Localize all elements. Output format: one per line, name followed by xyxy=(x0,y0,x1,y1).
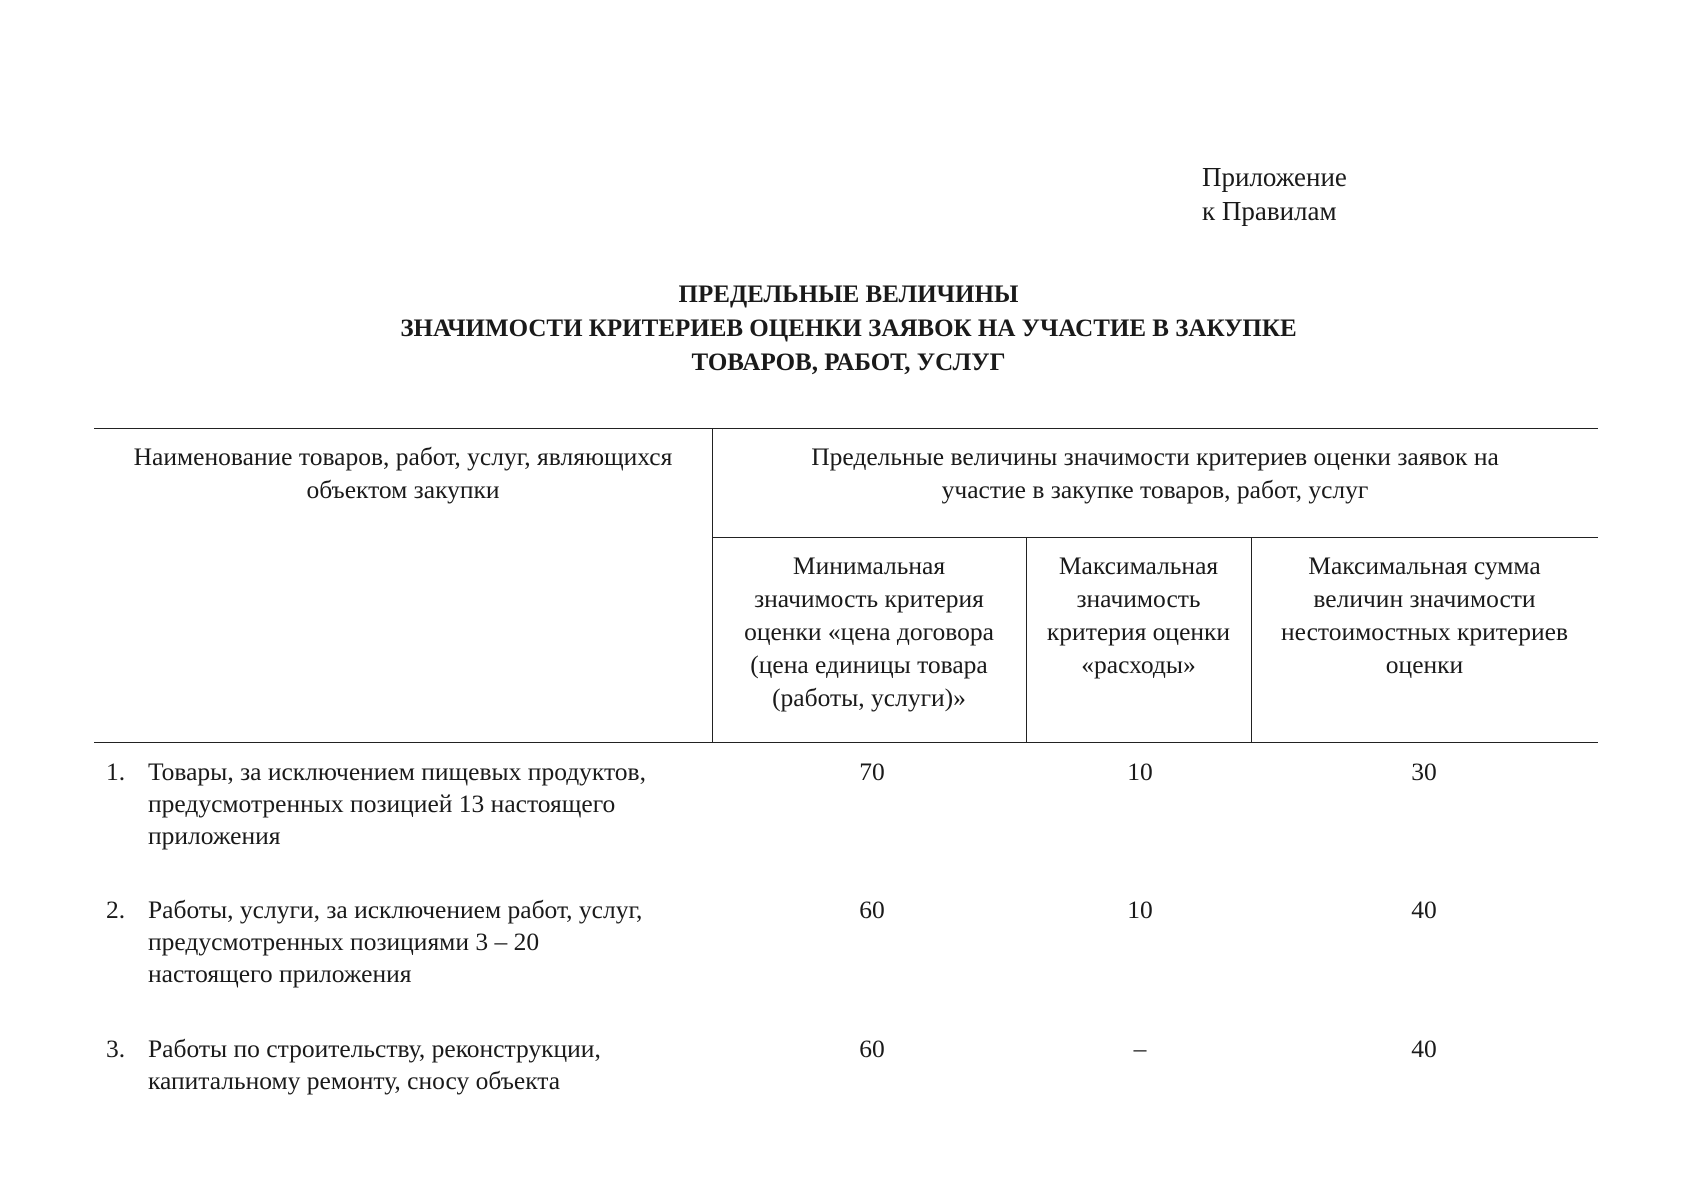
header-max-costs-line: «расходы» xyxy=(1081,650,1196,679)
header-max-costs-line: критерия оценки xyxy=(1046,617,1231,646)
title-line-3: ТОВАРОВ, РАБОТ, УСЛУГ xyxy=(691,349,1006,376)
row-max-costs-value: 10 xyxy=(1127,757,1153,786)
title-line-1: ПРЕДЕЛЬНЫЕ ВЕЛИЧИНЫ xyxy=(678,281,1019,308)
header-max-nonprice-line: величин значимости xyxy=(1313,584,1536,613)
header-min-price-line: (цена единицы товара xyxy=(750,650,988,679)
header-max-costs-line: значимость xyxy=(1076,584,1201,613)
row-name xyxy=(148,1033,601,1097)
header-min-price-line: оценки «цена договора xyxy=(744,617,994,646)
row-number: 2. xyxy=(106,895,126,924)
header-max-nonprice xyxy=(1251,549,1598,681)
table-top-border xyxy=(94,428,1598,429)
header-name-column xyxy=(94,440,712,506)
header-name-line-2: объектом закупки xyxy=(306,475,500,504)
row-name-line: капитальному ремонту, сносу объекта xyxy=(148,1066,561,1095)
header-max-nonprice-line: нестоимостных критериев xyxy=(1280,617,1568,646)
row-name-line: настоящего приложения xyxy=(148,959,412,988)
title-line-2: ЗНАЧИМОСТИ КРИТЕРИЕВ ОЦЕНКИ ЗАЯВОК НА УЧАСТИЕ В ЗАКУПКЕ xyxy=(400,315,1297,342)
row-max-nonprice-value: 40 xyxy=(1411,895,1437,924)
row-min-price-value: 70 xyxy=(859,757,885,786)
header-min-price xyxy=(712,549,1026,714)
row-min-price-value: 60 xyxy=(859,895,885,924)
header-min-price-line: (работы, услуги)» xyxy=(772,683,966,712)
row-name-line: Товары, за исключением пищевых продуктов, xyxy=(148,757,646,786)
row-number: 1. xyxy=(106,757,126,786)
row-name-line: предусмотренных позицией 13 настоящего xyxy=(148,789,616,818)
header-max-costs-line: Максимальная xyxy=(1058,551,1219,580)
row-name xyxy=(148,894,642,990)
row-max-costs-value: 10 xyxy=(1127,895,1153,924)
row-max-nonprice-value: 30 xyxy=(1411,757,1437,786)
header-name-line-1: Наименование товаров, работ, услуг, являющихся xyxy=(133,442,673,471)
row-max-costs-value: – xyxy=(1133,1034,1147,1063)
header-group xyxy=(712,440,1598,506)
header-group-divider xyxy=(712,537,1598,538)
header-bottom-border xyxy=(94,742,1598,743)
annex-note xyxy=(1202,160,1347,228)
row-name-line: Работы по строительству, реконструкции, xyxy=(148,1034,601,1063)
annex-line-1: Приложение xyxy=(1202,162,1347,192)
header-group-line-1: Предельные величины значимости критериев оценки заявок на xyxy=(811,442,1499,471)
row-max-nonprice-value: 40 xyxy=(1411,1034,1437,1063)
row-name-line: приложения xyxy=(148,821,281,850)
header-max-costs xyxy=(1026,549,1251,681)
header-min-price-line: значимость критерия xyxy=(754,584,984,613)
document-title xyxy=(0,278,1697,380)
row-min-price-value: 60 xyxy=(859,1034,885,1063)
header-max-nonprice-line: Максимальная сумма xyxy=(1308,551,1541,580)
row-number: 3. xyxy=(106,1034,126,1063)
row-name-line: предусмотренных позициями 3 – 20 xyxy=(148,927,540,956)
header-group-line-2: участие в закупке товаров, работ, услуг xyxy=(941,475,1369,504)
header-min-price-line: Минимальная xyxy=(792,551,946,580)
row-name-line: Работы, услуги, за исключением работ, услуг, xyxy=(148,895,643,924)
row-name xyxy=(148,756,646,852)
header-max-nonprice-line: оценки xyxy=(1385,650,1464,679)
annex-line-2: к Правилам xyxy=(1202,196,1337,226)
